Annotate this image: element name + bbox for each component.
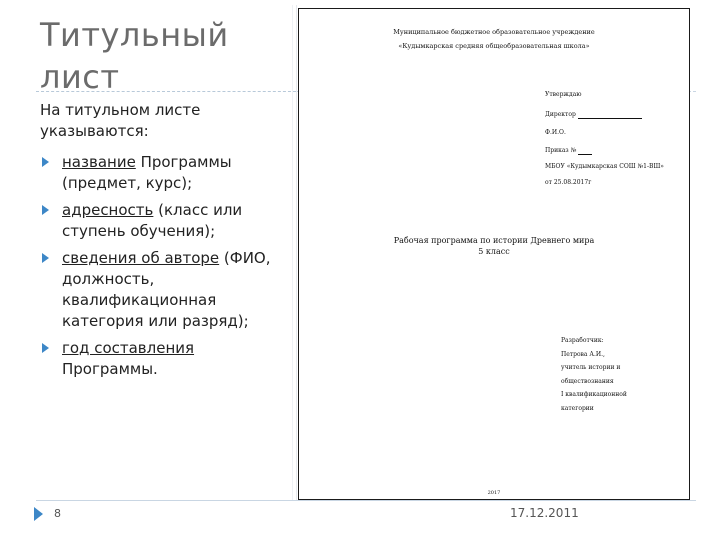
school-short-name: МБОУ «Кудымкарская СОШ №1-ВШ»: [545, 163, 664, 170]
author-block: [561, 334, 627, 415]
slide-title-line-1: Титульный: [40, 16, 229, 54]
bullet-item: [40, 338, 290, 380]
bullet-text: Программы.: [62, 360, 158, 378]
bullet-list: [40, 152, 290, 386]
vertical-guide-inner: [292, 5, 293, 500]
program-grade: 5 класс: [478, 247, 510, 256]
bullet-arrow-icon: [42, 157, 49, 167]
intro-text: На титульном листе указываются:: [40, 101, 201, 140]
author-position-2: обществознания: [561, 377, 614, 385]
order-blank: [578, 148, 592, 155]
order-date: от 25.08.2017г: [545, 179, 592, 186]
director-label: Директор: [545, 111, 576, 118]
bullet-text: (класс или ступень обучения);: [62, 201, 243, 240]
bullet-keyword: адресность: [62, 201, 154, 219]
title-page-document: [298, 8, 690, 500]
school-name-line-1: Муниципальное бюджетное образовательное учреждение: [393, 28, 595, 36]
slide-title: [40, 14, 280, 98]
author-category-2: категории: [561, 404, 594, 412]
bullet-arrow-icon: [42, 253, 49, 263]
page-number: 8: [54, 507, 61, 520]
program-title-text: Рабочая программа по истории Древнего мира: [393, 236, 595, 245]
fio-label: Ф.И.О.: [545, 129, 566, 136]
order-label: Приказ №: [545, 147, 577, 154]
page-arrow-icon: [34, 507, 43, 521]
approve-label: Утверждаю: [545, 91, 582, 98]
bullet-arrow-icon: [42, 205, 49, 215]
bullet-item: [40, 152, 290, 194]
author-name: Петрова А.И.,: [561, 350, 605, 358]
footer-date: 17.12.2011: [510, 506, 579, 520]
title-divider: [36, 91, 296, 92]
bullet-keyword: год составления: [62, 339, 195, 357]
bullet-keyword: название: [62, 153, 136, 171]
slide-title-line-2: лист: [40, 58, 120, 96]
bullet-arrow-icon: [42, 343, 49, 353]
bullet-keyword: сведения об авторе: [62, 249, 220, 267]
author-position-1: учитель истории и: [561, 364, 621, 371]
bullet-text: (ФИО, должность, квалификационная категория или разряд);: [62, 249, 271, 330]
footer-divider: [36, 500, 696, 501]
vertical-guide: [296, 5, 297, 500]
director-line: [545, 111, 642, 119]
author-category-1: I квалификационной: [561, 391, 627, 398]
bullet-item: [40, 200, 290, 242]
bullet-text: Программы (предмет, курс);: [62, 153, 232, 192]
document-year: 2017: [487, 490, 501, 496]
order-line: [545, 147, 592, 155]
author-label: Разработчик:: [561, 337, 604, 344]
program-title: [299, 235, 689, 257]
bullet-item: [40, 248, 290, 332]
signature-blank: [578, 112, 642, 119]
school-name-line-2: «Кудымкарская средняя общеобразовательная школа»: [398, 42, 590, 50]
